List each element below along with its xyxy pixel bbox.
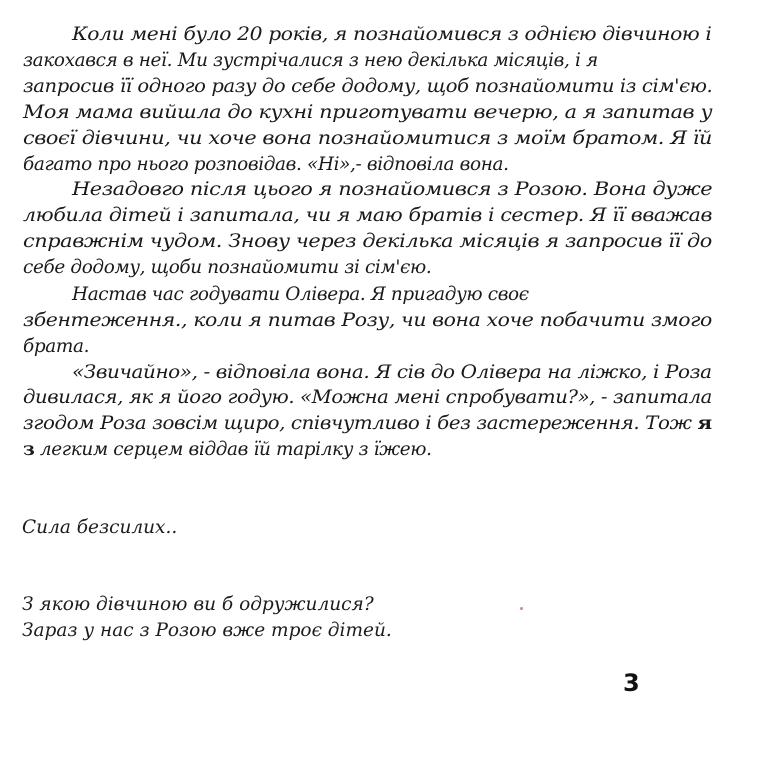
paragraph-4-line-4 xyxy=(23,437,432,463)
paragraph-2-line-1: Незадовго після цього я познайомився з Розою. Вона дуже xyxy=(72,179,713,200)
paragraph-1-line-1: Коли мені було 20 років, я познайомився з однією дівчиною і xyxy=(72,24,712,45)
paragraph-4-line-4-text: легким серцем віддав їй тарілку з їжею. xyxy=(34,439,432,460)
paragraph-1-line-5: своєї дівчини, чи хоче вона познайомитися з моїм братом. Я їй xyxy=(23,128,713,149)
bold-word-z: з xyxy=(23,439,35,460)
paragraph-2-line-4: себе додому, щоби познайомити зі сім'єю. xyxy=(23,257,432,278)
page-number: 3 xyxy=(623,669,640,697)
paragraph-4-line-3 xyxy=(23,411,712,437)
paragraph-3-line-2: збентеження., коли я питав Розу, чи вона хоче побачити змого xyxy=(23,310,712,331)
paragraph-2-line-3: справжнім чудом. Знову через декілька місяців я запросив її до xyxy=(23,231,712,252)
paragraph-1-line-4: Моя мама вийшла до кухні приготувати вечерю, а я запитав у xyxy=(23,102,713,123)
paragraph-1-line-3: запросив її одного разу до себе додому, щоб познайомити із сім'єю. xyxy=(23,76,713,97)
paragraph-4-line-1: «Звичайно», - відповіла вона. Я сів до Олівера на ліжко, і Роза xyxy=(72,362,712,383)
closing-question: З якою дівчиною ви б одружилися? xyxy=(22,594,374,615)
paragraph-4-line-2: дивилася, як я його годую. «Можна мені спробувати?», - запитала xyxy=(23,387,712,408)
paragraph-3-line-3: брата. xyxy=(23,336,90,357)
paragraph-1-line-6: багато про нього розповідав. «Ні»,- відповіла вона. xyxy=(23,154,509,175)
paragraph-3-line-1: Настав час годувати Олівера. Я пригадую своє xyxy=(72,284,529,305)
closing-answer: Зараз у нас з Розою вже троє дітей. xyxy=(22,620,392,641)
paragraph-4-line-3-text: згодом Роза зовсім щиро, співчутливо і без застереження. Тож xyxy=(23,413,698,434)
bold-word-ya: я xyxy=(697,413,712,434)
print-speck xyxy=(520,607,523,610)
paragraph-2-line-2: любила дітей і запитала, чи я маю братів і сестер. Я її вважав xyxy=(23,205,713,226)
paragraph-1-line-2: закохався в неї. Ми зустрічалися з нею декілька місяців, і я xyxy=(23,50,598,71)
tagline: Сила безсилих.. xyxy=(22,517,178,538)
